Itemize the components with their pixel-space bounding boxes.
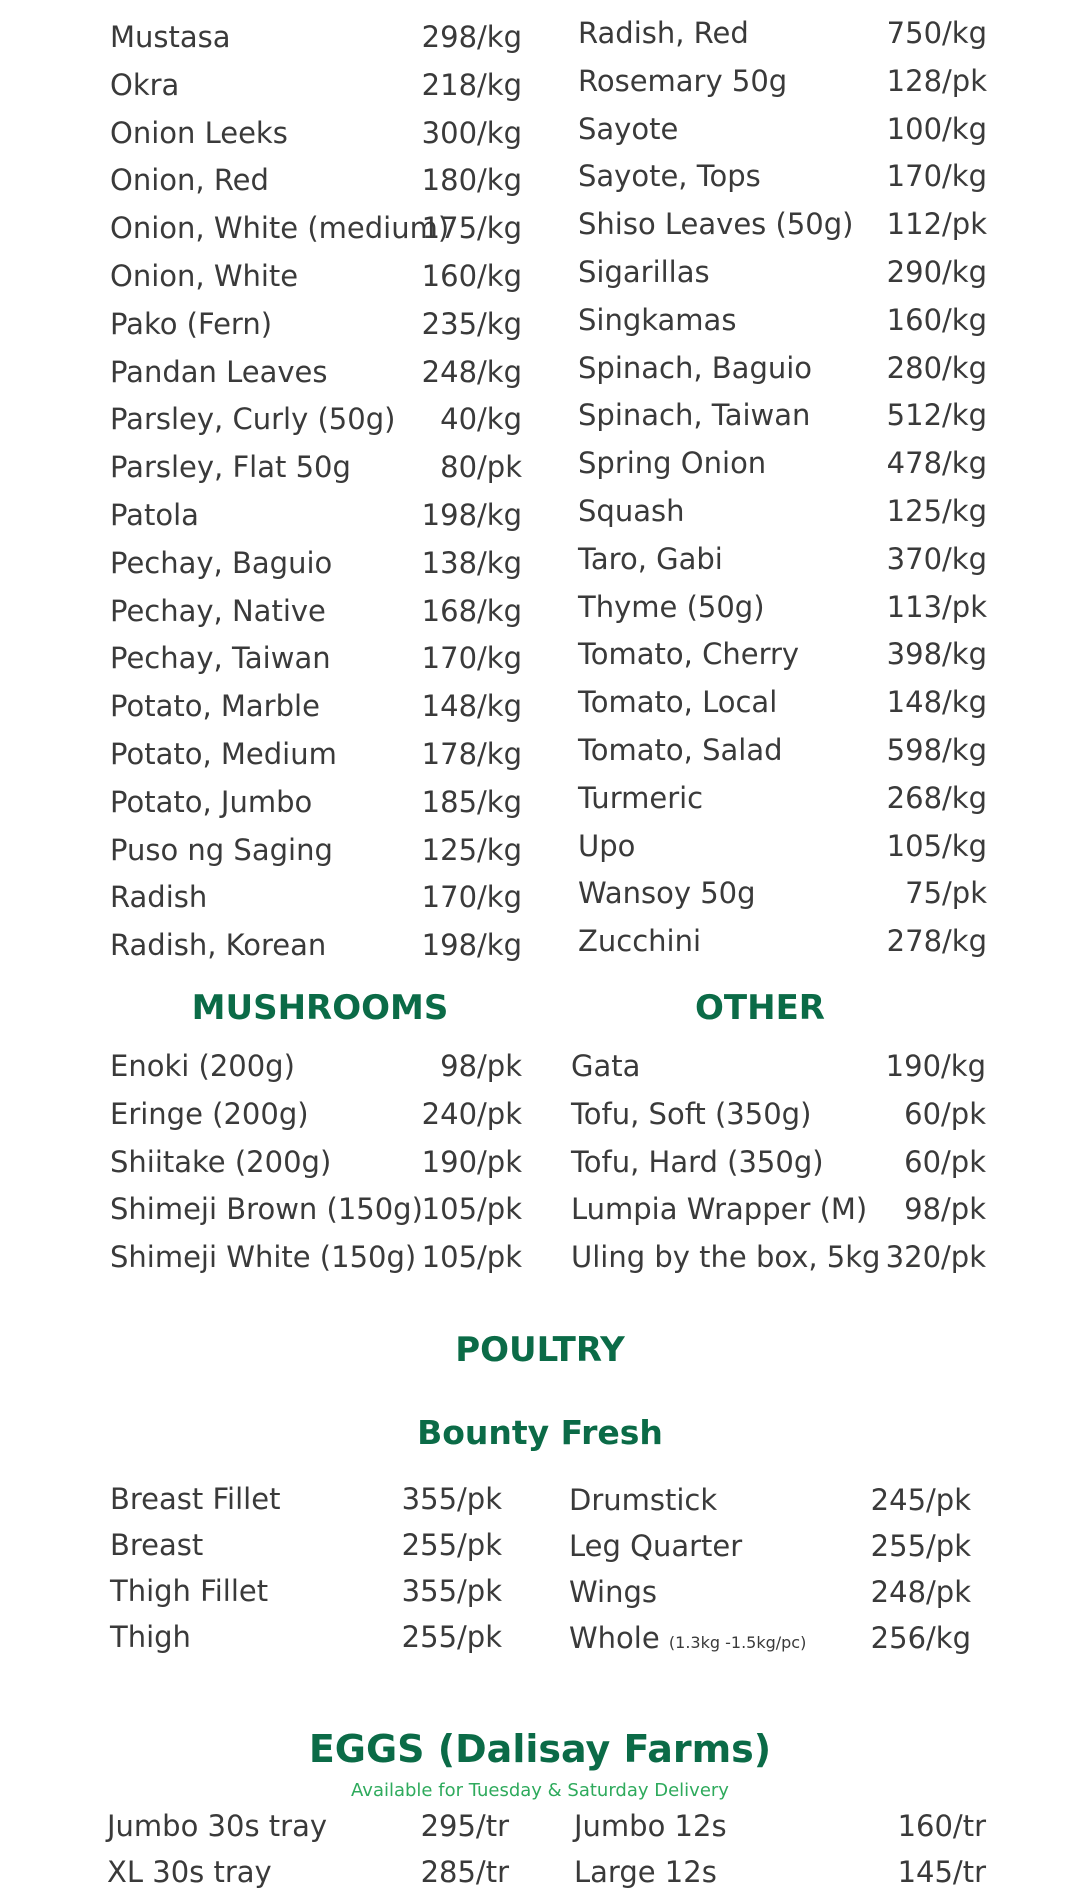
list-item bbox=[574, 1803, 986, 1849]
list-item bbox=[110, 444, 522, 492]
item-name: Potato, Marble bbox=[110, 689, 320, 724]
other-list bbox=[571, 1043, 986, 1282]
item-name: Spring Onion bbox=[578, 446, 767, 481]
list-item bbox=[110, 779, 522, 827]
item-name: Shiso Leaves (50g) bbox=[578, 207, 854, 242]
item-note: (1.3kg -1.5kg/pc) bbox=[668, 1633, 807, 1652]
list-item bbox=[578, 106, 987, 154]
item-name: Jumbo 12s bbox=[574, 1809, 727, 1843]
item-name: Pandan Leaves bbox=[110, 354, 328, 389]
item-price: 512/kg bbox=[886, 398, 987, 433]
list-item bbox=[110, 301, 522, 349]
item-price: 256/kg bbox=[870, 1621, 971, 1655]
list-item bbox=[578, 440, 987, 488]
list-item bbox=[110, 1476, 502, 1522]
item-name: Pako (Fern) bbox=[110, 306, 273, 341]
list-item bbox=[569, 1569, 971, 1615]
item-name: Tofu, Soft (350g) bbox=[571, 1096, 812, 1131]
list-item bbox=[110, 1522, 502, 1568]
item-name: Tomato, Cherry bbox=[578, 637, 800, 672]
item-name: Squash bbox=[578, 493, 685, 528]
list-item bbox=[578, 775, 987, 823]
list-item bbox=[571, 1139, 986, 1187]
item-name: Leg Quarter bbox=[569, 1529, 743, 1563]
poultry-left-list bbox=[110, 1476, 502, 1660]
item-price: 105/pk bbox=[421, 1240, 522, 1275]
item-price: 190/kg bbox=[885, 1049, 986, 1083]
item-name: Drumstick bbox=[569, 1483, 718, 1517]
mushrooms-list bbox=[110, 1043, 522, 1282]
list-item bbox=[110, 874, 522, 922]
item-price: 112/pk bbox=[886, 207, 987, 242]
item-price: 128/pk bbox=[886, 63, 987, 98]
list-item bbox=[110, 635, 522, 683]
item-price: 168/kg bbox=[421, 593, 522, 628]
list-item bbox=[578, 201, 987, 249]
item-name: Puso ng Saging bbox=[110, 832, 333, 867]
item-price: 125/kg bbox=[886, 493, 987, 528]
list-item bbox=[110, 1234, 522, 1282]
item-name: Upo bbox=[578, 828, 636, 863]
item-price: 125/kg bbox=[421, 832, 522, 867]
list-item bbox=[578, 58, 987, 106]
item-name: Eringe (200g) bbox=[110, 1096, 309, 1131]
list-item bbox=[110, 157, 522, 205]
item-price: 370/kg bbox=[886, 541, 987, 576]
poultry-right-list bbox=[569, 1477, 971, 1661]
item-name: Onion, White (medium) bbox=[110, 211, 450, 246]
list-item bbox=[110, 62, 522, 110]
item-name: Jumbo 30s tray bbox=[107, 1809, 328, 1843]
item-price: 598/kg bbox=[886, 732, 987, 767]
item-name: Wansoy 50g bbox=[578, 876, 756, 911]
item-price: 295/tr bbox=[420, 1809, 509, 1843]
item-name: Taro, Gabi bbox=[578, 541, 723, 576]
item-price: 198/kg bbox=[421, 928, 522, 963]
item-price: 355/pk bbox=[401, 1574, 502, 1608]
list-item bbox=[578, 584, 987, 632]
mushrooms-heading: MUSHROOMS bbox=[191, 988, 449, 1028]
item-name: Thigh bbox=[110, 1620, 191, 1654]
list-item bbox=[110, 1043, 522, 1091]
item-price: 320/pk bbox=[885, 1240, 986, 1275]
item-price: 298/kg bbox=[421, 20, 522, 54]
item-price: 60/pk bbox=[904, 1144, 986, 1179]
item-name: Radish, Red bbox=[578, 16, 749, 50]
item-price: 398/kg bbox=[886, 637, 987, 672]
list-item bbox=[110, 14, 522, 62]
item-price: 248/kg bbox=[421, 354, 522, 389]
item-price: 190/pk bbox=[421, 1144, 522, 1179]
list-item bbox=[110, 827, 522, 875]
item-name: Uling by the box, 5kg bbox=[571, 1240, 881, 1275]
availability-note: Available for Tuesday & Saturday Delivery bbox=[351, 1780, 729, 1801]
item-name: Shiitake (200g) bbox=[110, 1144, 332, 1179]
item-name: Singkamas bbox=[578, 302, 737, 337]
item-price: 218/kg bbox=[421, 67, 522, 102]
list-item bbox=[110, 1614, 502, 1660]
item-name: Sayote bbox=[578, 111, 679, 146]
poultry-heading: POULTRY bbox=[455, 1330, 625, 1370]
item-price: 750/kg bbox=[886, 16, 987, 50]
list-item bbox=[578, 10, 987, 58]
item-name: Potato, Jumbo bbox=[110, 784, 313, 819]
item-name: Parsley, Flat 50g bbox=[110, 450, 351, 485]
item-price: 478/kg bbox=[886, 446, 987, 481]
item-name: Pechay, Native bbox=[110, 593, 326, 628]
item-name: Sigarillas bbox=[578, 254, 710, 289]
list-item bbox=[578, 870, 987, 918]
list-item bbox=[110, 683, 522, 731]
list-item bbox=[571, 1091, 986, 1139]
eggs-heading: EGGS (Dalisay Farms) bbox=[308, 1727, 772, 1771]
item-name: Tomato, Salad bbox=[578, 732, 783, 767]
list-item bbox=[569, 1523, 971, 1569]
item-name: Radish, Korean bbox=[110, 928, 327, 963]
item-name: Breast bbox=[110, 1528, 204, 1562]
item-name: Patola bbox=[110, 497, 199, 532]
item-price: 160/kg bbox=[886, 302, 987, 337]
list-item bbox=[110, 540, 522, 588]
list-item bbox=[569, 1615, 971, 1661]
item-price: 278/kg bbox=[886, 924, 987, 959]
item-name-text: Whole bbox=[569, 1621, 660, 1655]
item-price: 113/pk bbox=[886, 589, 987, 624]
item-price: 80/pk bbox=[440, 450, 522, 485]
list-item bbox=[578, 153, 987, 201]
item-name bbox=[569, 1615, 806, 1666]
list-item bbox=[110, 731, 522, 779]
list-item bbox=[110, 922, 522, 970]
item-price: 175/kg bbox=[421, 211, 522, 246]
item-name: Onion, Red bbox=[110, 163, 269, 198]
item-price: 100/kg bbox=[886, 111, 987, 146]
list-item bbox=[578, 679, 987, 727]
item-name: Mustasa bbox=[110, 20, 231, 54]
list-item bbox=[574, 1849, 986, 1895]
item-price: 255/pk bbox=[870, 1529, 971, 1563]
list-item bbox=[571, 1043, 986, 1091]
list-item bbox=[110, 349, 522, 397]
item-name: Sayote, Tops bbox=[578, 159, 761, 194]
item-price: 170/kg bbox=[421, 880, 522, 915]
item-price: 138/kg bbox=[421, 545, 522, 580]
list-item bbox=[110, 588, 522, 636]
item-name: Spinach, Baguio bbox=[578, 350, 813, 385]
eggs-left-list bbox=[107, 1803, 509, 1895]
list-item bbox=[110, 110, 522, 158]
other-heading: OTHER bbox=[695, 988, 825, 1028]
item-price: 105/kg bbox=[886, 828, 987, 863]
item-price: 170/kg bbox=[886, 159, 987, 194]
item-price: 268/kg bbox=[886, 780, 987, 815]
item-name: Parsley, Curly (50g) bbox=[110, 402, 396, 437]
item-name: XL 30s tray bbox=[107, 1855, 272, 1889]
vegetables-left-list bbox=[110, 14, 522, 970]
list-item bbox=[110, 1139, 522, 1187]
item-price: 98/pk bbox=[904, 1192, 986, 1227]
item-name: Shimeji White (150g) bbox=[110, 1240, 417, 1275]
item-price: 248/pk bbox=[870, 1575, 971, 1609]
item-price: 145/tr bbox=[897, 1855, 986, 1889]
item-name: Potato, Medium bbox=[110, 736, 337, 771]
item-price: 255/pk bbox=[401, 1528, 502, 1562]
item-price: 300/kg bbox=[421, 115, 522, 150]
item-name: Onion Leeks bbox=[110, 115, 288, 150]
item-price: 148/kg bbox=[421, 689, 522, 724]
list-item bbox=[578, 345, 987, 393]
item-price: 245/pk bbox=[870, 1483, 971, 1517]
item-price: 285/tr bbox=[420, 1855, 509, 1889]
list-item bbox=[578, 918, 987, 966]
list-item bbox=[110, 1091, 522, 1139]
item-name: Onion, White bbox=[110, 258, 299, 293]
item-price: 185/kg bbox=[421, 784, 522, 819]
item-price: 255/pk bbox=[401, 1620, 502, 1654]
item-name: Shimeji Brown (150g) bbox=[110, 1192, 423, 1227]
item-name: Tomato, Local bbox=[578, 685, 778, 720]
item-name: Zucchini bbox=[578, 924, 702, 959]
item-name: Pechay, Taiwan bbox=[110, 641, 331, 676]
item-price: 105/pk bbox=[421, 1192, 522, 1227]
item-price: 240/pk bbox=[421, 1096, 522, 1131]
item-name: Lumpia Wrapper (M) bbox=[571, 1192, 868, 1227]
item-name: Pechay, Baguio bbox=[110, 545, 333, 580]
list-item bbox=[578, 297, 987, 345]
item-price: 160/kg bbox=[421, 258, 522, 293]
list-item bbox=[110, 1568, 502, 1614]
item-price: 198/kg bbox=[421, 497, 522, 532]
item-price: 178/kg bbox=[421, 736, 522, 771]
item-name: Wings bbox=[569, 1575, 657, 1609]
list-item bbox=[571, 1186, 986, 1234]
item-price: 75/pk bbox=[905, 876, 987, 911]
list-item bbox=[110, 253, 522, 301]
item-price: 160/tr bbox=[897, 1809, 986, 1843]
item-name: Radish bbox=[110, 880, 208, 915]
list-item bbox=[107, 1803, 509, 1849]
item-price: 60/pk bbox=[904, 1096, 986, 1131]
item-price: 148/kg bbox=[886, 685, 987, 720]
item-price: 40/kg bbox=[440, 402, 522, 437]
item-name: Rosemary 50g bbox=[578, 63, 788, 98]
list-item bbox=[110, 396, 522, 444]
list-item bbox=[110, 205, 522, 253]
item-name: Thyme (50g) bbox=[578, 589, 765, 624]
list-item bbox=[578, 727, 987, 775]
item-name: Gata bbox=[571, 1049, 641, 1083]
item-price: 355/pk bbox=[401, 1482, 502, 1516]
item-price: 98/pk bbox=[440, 1049, 522, 1083]
item-name: Enoki (200g) bbox=[110, 1049, 295, 1083]
brand-heading: Bounty Fresh bbox=[417, 1413, 663, 1452]
list-item bbox=[578, 488, 987, 536]
item-price: 280/kg bbox=[886, 350, 987, 385]
list-item bbox=[110, 492, 522, 540]
item-price: 290/kg bbox=[886, 254, 987, 289]
list-item bbox=[578, 823, 987, 871]
item-name: Thigh Fillet bbox=[110, 1574, 269, 1608]
item-name: Breast Fillet bbox=[110, 1482, 281, 1516]
list-item bbox=[578, 249, 987, 297]
list-item bbox=[107, 1849, 509, 1895]
item-price: 170/kg bbox=[421, 641, 522, 676]
vegetables-right-list bbox=[578, 10, 987, 966]
list-item bbox=[578, 631, 987, 679]
list-item bbox=[578, 392, 987, 440]
list-item bbox=[578, 536, 987, 584]
list-item bbox=[571, 1234, 986, 1282]
item-name: Turmeric bbox=[578, 780, 704, 815]
item-name: Large 12s bbox=[574, 1855, 717, 1889]
item-price: 235/kg bbox=[421, 306, 522, 341]
item-name: Tofu, Hard (350g) bbox=[571, 1144, 824, 1179]
item-price: 180/kg bbox=[421, 163, 522, 198]
eggs-right-list bbox=[574, 1803, 986, 1895]
list-item bbox=[569, 1477, 971, 1523]
item-name: Okra bbox=[110, 67, 180, 102]
list-item bbox=[110, 1186, 522, 1234]
item-name: Spinach, Taiwan bbox=[578, 398, 811, 433]
